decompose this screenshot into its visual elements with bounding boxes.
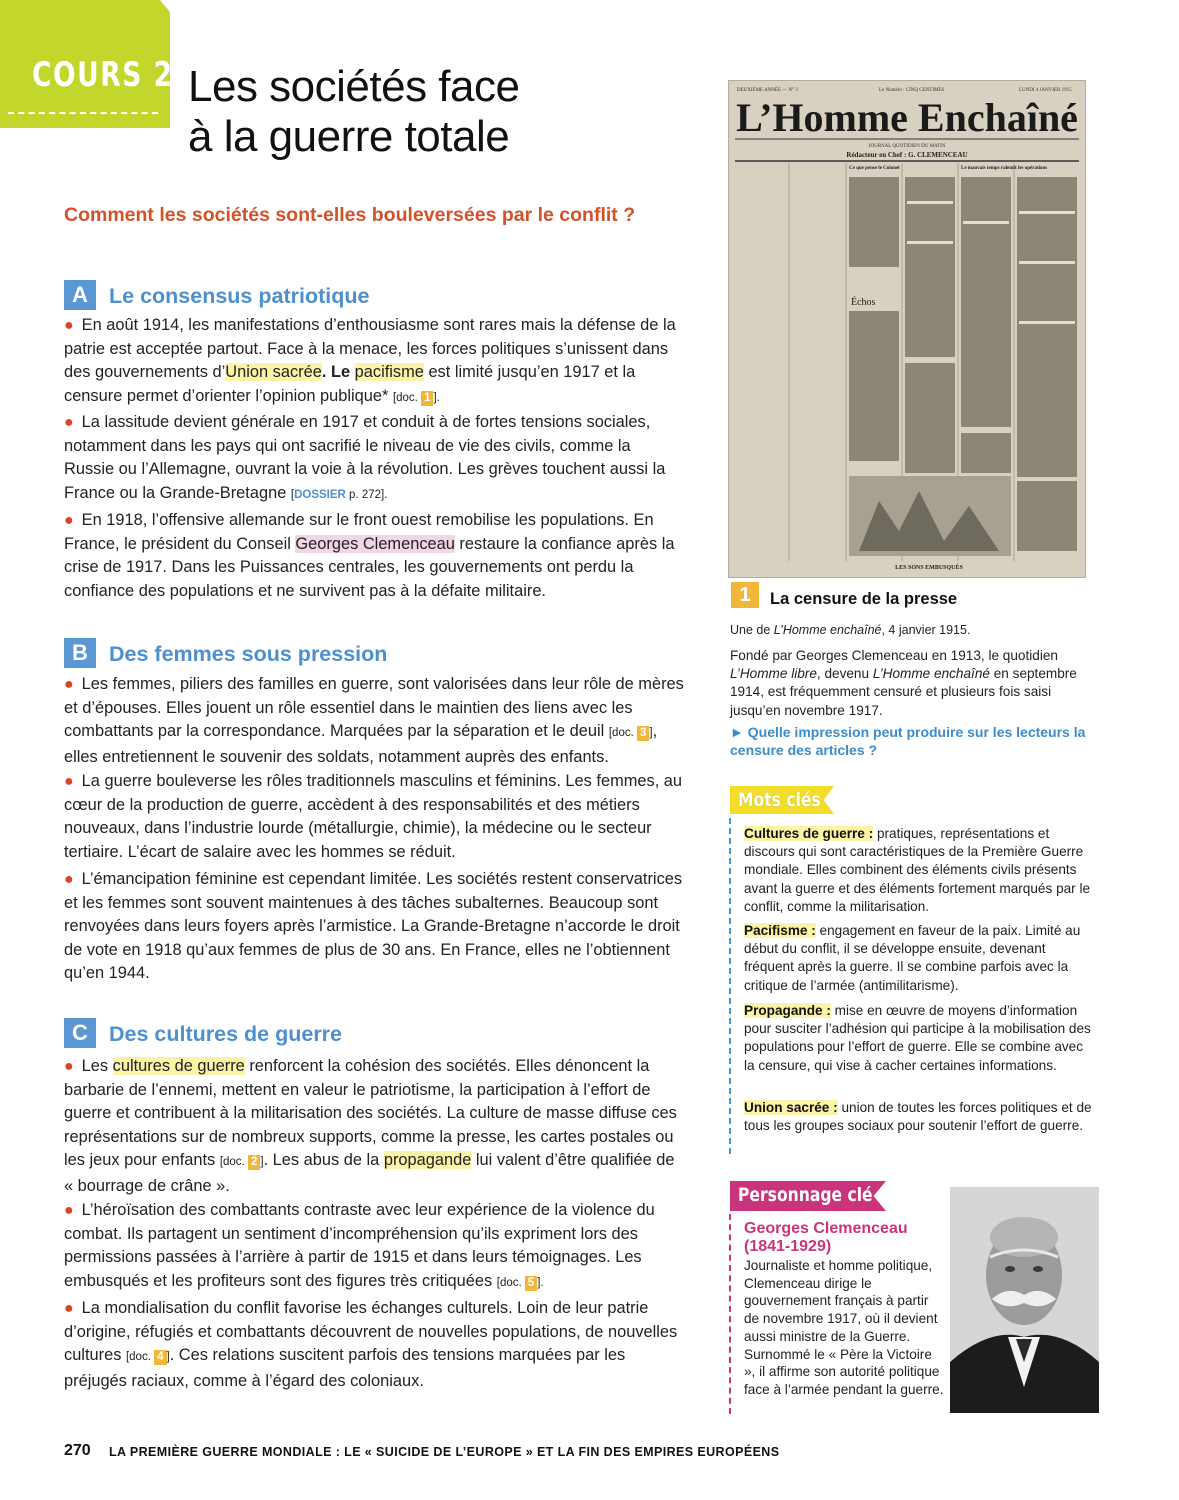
newspaper-top-left: DEUXIÈME ANNÉE — N° 3: [737, 88, 798, 93]
doc-ref-1[interactable]: 1: [421, 391, 433, 406]
bullet-icon: ●: [64, 317, 74, 334]
document-subtitle: Une de L’Homme enchaîné, 4 janvier 1915.: [730, 623, 971, 637]
mots-cles-label: Mots clés: [738, 789, 821, 811]
keyword-cultures-de-guerre[interactable]: cultures de guerre: [112, 1057, 245, 1075]
personnage-bio: Journaliste et homme politique, Clemenceau dirige le gouvernement français à partir de novembre 1917, où il devient aussi ministre de la Guerre. Surnommé le « Père la Victoire », il affirme son autorité politique face à l’armée pendant la guerre.: [744, 1258, 944, 1397]
bullet-icon: ●: [64, 773, 74, 790]
newspaper-bottom-caption: LES SONS EMBUSQUÉS: [895, 565, 963, 571]
section-c-paragraph-1: ● Les cultures de guerre renforcent la cohésion des sociétés. Elles dénoncent la barbarie de l’ennemi, mettent en valeur le patriotisme, la participation à l’effort de guerre et contribuent à la militarisation des sociétés. La culture de masse diffuse ces représentations sur de nombreux supports, comme la presse, les cartes postales ou les jeux pour enfants [doc. 2 ]. Les abus de la propagande lui valent d’être qualifiée de « bourrage de crâne ».: [64, 1057, 677, 1195]
section-a-title: Le consensus patriotique: [109, 284, 370, 308]
newspaper-subline: JOURNAL QUOTIDIEN DU MATIN: [868, 144, 946, 149]
newspaper-masthead: L’Homme Enchaîné: [736, 95, 1078, 140]
dossier-link[interactable]: DOSSIER: [294, 488, 346, 501]
page-number: 270: [64, 1442, 91, 1459]
bullet-icon: ●: [64, 1202, 74, 1219]
newspaper-echos: Échos: [851, 297, 876, 308]
bullet-icon: ●: [64, 676, 74, 693]
section-b-letter: B: [64, 638, 96, 668]
section-b-paragraph-3: ● L’émancipation féminine est cependant limitée. Les sociétés restent conservatrices et les femmes sont souvent maintenues à des tâches subalternes. Beaucoup sont renvoyées dans leurs foyers après l’armistice. La Grande-Bretagne n’accorde le droit de vote en 1918 qu’aux femmes de plus de 30 ans. En France, elles ne l’obtiennent qu’en 1944.: [64, 870, 683, 982]
section-b-paragraph-2: ● La guerre bouleverse les rôles traditionnels masculins et féminins. Les femmes, au cœur de la production de guerre, accèdent à des responsabilités et des métiers nouveaux, dans l’industrie lourde (métallurgie, chimie), la médecine ou le secteur tertiaire. L’écart de salaire avec les hommes se réduit.: [64, 772, 683, 861]
personnage-divider: [729, 1214, 731, 1414]
section-a-paragraph-2: ● La lassitude devient générale en 1917 et conduit à de fortes tensions sociales, notamment dans les pays qui ont sacrifié le niveau de vie des civils, comme la Russie ou l’Allemagne, ouvrant la voie à la révolution. Les grèves touchent aussi la France ou la Grande-Bretagne [DOSSIER p. 272].: [64, 413, 666, 502]
keyword-definition: Union sacrée : union de toutes les forces politiques et de tous les groupes sociaux pour soutenir l’effort de guerre.: [744, 1100, 1092, 1134]
keyword-union-sacree[interactable]: Union sacrée: [225, 363, 322, 381]
newspaper-top-right: LUNDI 4 JANVIER 1915: [1019, 88, 1072, 93]
keyword-definition: Propagande : mise en œuvre de moyens d’information pour susciter l’adhésion qui participe à la mobilisation des populations pour l’effort de guerre. Elle se combine avec la censure, qui vise à cacher certaines informations.: [744, 1003, 1091, 1073]
keyword-propagande[interactable]: propagande: [383, 1151, 472, 1169]
document-title: La censure de la presse: [770, 590, 958, 608]
personnage-dates: (1841-1929): [744, 1238, 832, 1255]
newspaper-top-center: Le Numéro : CINQ CENTIMES: [879, 88, 945, 93]
newspaper-col1-head: Ce que pense le Colonel: [849, 166, 900, 171]
doc-ref-5[interactable]: 5: [525, 1276, 537, 1291]
section-b-title: Des femmes sous pression: [109, 642, 388, 666]
clemenceau-portrait-image: [950, 1187, 1099, 1413]
cours-tab-divider: [8, 112, 158, 114]
bullet-icon: ●: [64, 414, 74, 431]
keyword-pacifisme[interactable]: pacifisme: [354, 363, 424, 381]
bullet-icon: ●: [64, 512, 74, 529]
section-b-paragraph-1: ● Les femmes, piliers des familles en guerre, sont valorisées dans leur rôle de mères et d’épouses. Elles jouent un rôle essentiel dans le maintien des liens avec les combattants par la correspondance. Marquées par la séparation et le deuil [doc. 3 ], elles entretiennent le souvenir des soldats, notamment auprès des enfants.: [64, 675, 684, 766]
bullet-icon: ●: [64, 1300, 74, 1317]
doc-ref-4[interactable]: 4: [154, 1350, 166, 1365]
keyword-definition: Cultures de guerre : pratiques, représentations et discours qui sont caractéristiques de la Première Guerre mondiale. Elles combinent des éléments civils présents avant la guerre et des éléments fortement marqués par le conflit, comme la militarisation.: [744, 826, 1091, 914]
section-a-paragraph-3: ● En 1918, l’offensive allemande sur le front ouest remobilise les populations. En France, le président du Conseil Georges Clemenceau restaure la confiance après la crise de 1917. Dans les Puissances centrales, les gouvernements ont perdu la confiance des populations et ne survivent pas à la défaite militaire.: [64, 511, 675, 600]
bullet-icon: ●: [64, 1058, 74, 1075]
keyword-definition: Pacifisme : engagement en faveur de la paix. Limité au début du conflit, il se développe ensuite, devenant fréquent après la guerre. Il se combine parfois avec la critique de l’armée (antimilitarisme).: [744, 923, 1081, 993]
mots-cles-divider: [729, 818, 731, 1154]
doc-ref-3[interactable]: 3: [637, 726, 649, 741]
chapter-title: LA PREMIÈRE GUERRE MONDIALE : LE « SUICIDE DE L’EUROPE » ET LA FIN DES EMPIRES EUROPÉENS: [109, 1445, 780, 1459]
document-question: ► Quelle impression peut produire sur les lecteurs la censure des articles ?: [730, 724, 1086, 759]
guiding-question: Comment les sociétés sont-elles bouleversées par le conflit ?: [64, 204, 636, 226]
page-title: [188, 62, 708, 162]
person-clemenceau-link[interactable]: Georges Clemenceau: [295, 534, 455, 553]
section-c-paragraph-3: ● La mondialisation du conflit favorise les échanges culturels. Loin de leur patrie d’origine, réfugiés et combattants découvrent de nouvelles populations, de nouvelles cultures [doc. 4 ]. Ces relations suscitent parfois des tensions marquées par les préjugés raciaux, comme à l’égard des coloniaux.: [64, 1299, 678, 1390]
cours-label: COURS 2: [32, 55, 174, 95]
page-title-line-1: Les sociétés face: [188, 62, 520, 111]
section-c-title: Des cultures de guerre: [109, 1022, 343, 1046]
document-description: Fondé par Georges Clemenceau en 1913, le quotidien L’Homme libre, devenu L’Homme enchaîné en septembre 1914, est fréquemment censuré et plusieurs fois saisi jusqu’en novembre 1917.: [730, 648, 1077, 718]
bullet-icon: ●: [64, 871, 74, 888]
personnage-name: Georges Clemenceau (1841-1929): [744, 1220, 964, 1256]
section-a-letter: A: [64, 280, 96, 310]
section-c-paragraph-2: ● L’héroïsation des combattants contraste avec leur expérience de la violence du combat. Ils partagent un sentiment d’incompréhension qu’ils expriment lors des permissions passées à l’arrière à partir de 1915 et dans leurs témoignages. Les embusqués et les profiteurs sont des figures très critiquées [doc. 5 ].: [64, 1201, 655, 1290]
section-c-letter: C: [64, 1018, 96, 1048]
newspaper-editor: Rédacteur en Chef : G. CLEMENCEAU: [846, 151, 968, 159]
newspaper-front-page-image: [728, 80, 1086, 578]
document-number-badge: 1: [731, 582, 759, 608]
section-a-paragraph-1: ● En août 1914, les manifestations d’enthousiasme sont rares mais la défense de la patrie est acceptée partout. Face à la menace, les forces politiques s’unissent dans des gouvernements d’Union sacrée. Le pacifisme est limité jusqu’en 1917 et la censure permet d’orienter l’opinion publique* [doc. 1 ].: [64, 316, 676, 405]
arrow-icon: ►: [730, 724, 744, 740]
doc-ref-2[interactable]: 2: [248, 1155, 260, 1170]
newspaper-col2-head: Le mauvais temps ralentit les opérations: [961, 166, 1048, 171]
page-title-line-2: à la guerre totale: [188, 112, 510, 161]
personnage-cle-label: Personnage clé: [738, 1184, 873, 1206]
